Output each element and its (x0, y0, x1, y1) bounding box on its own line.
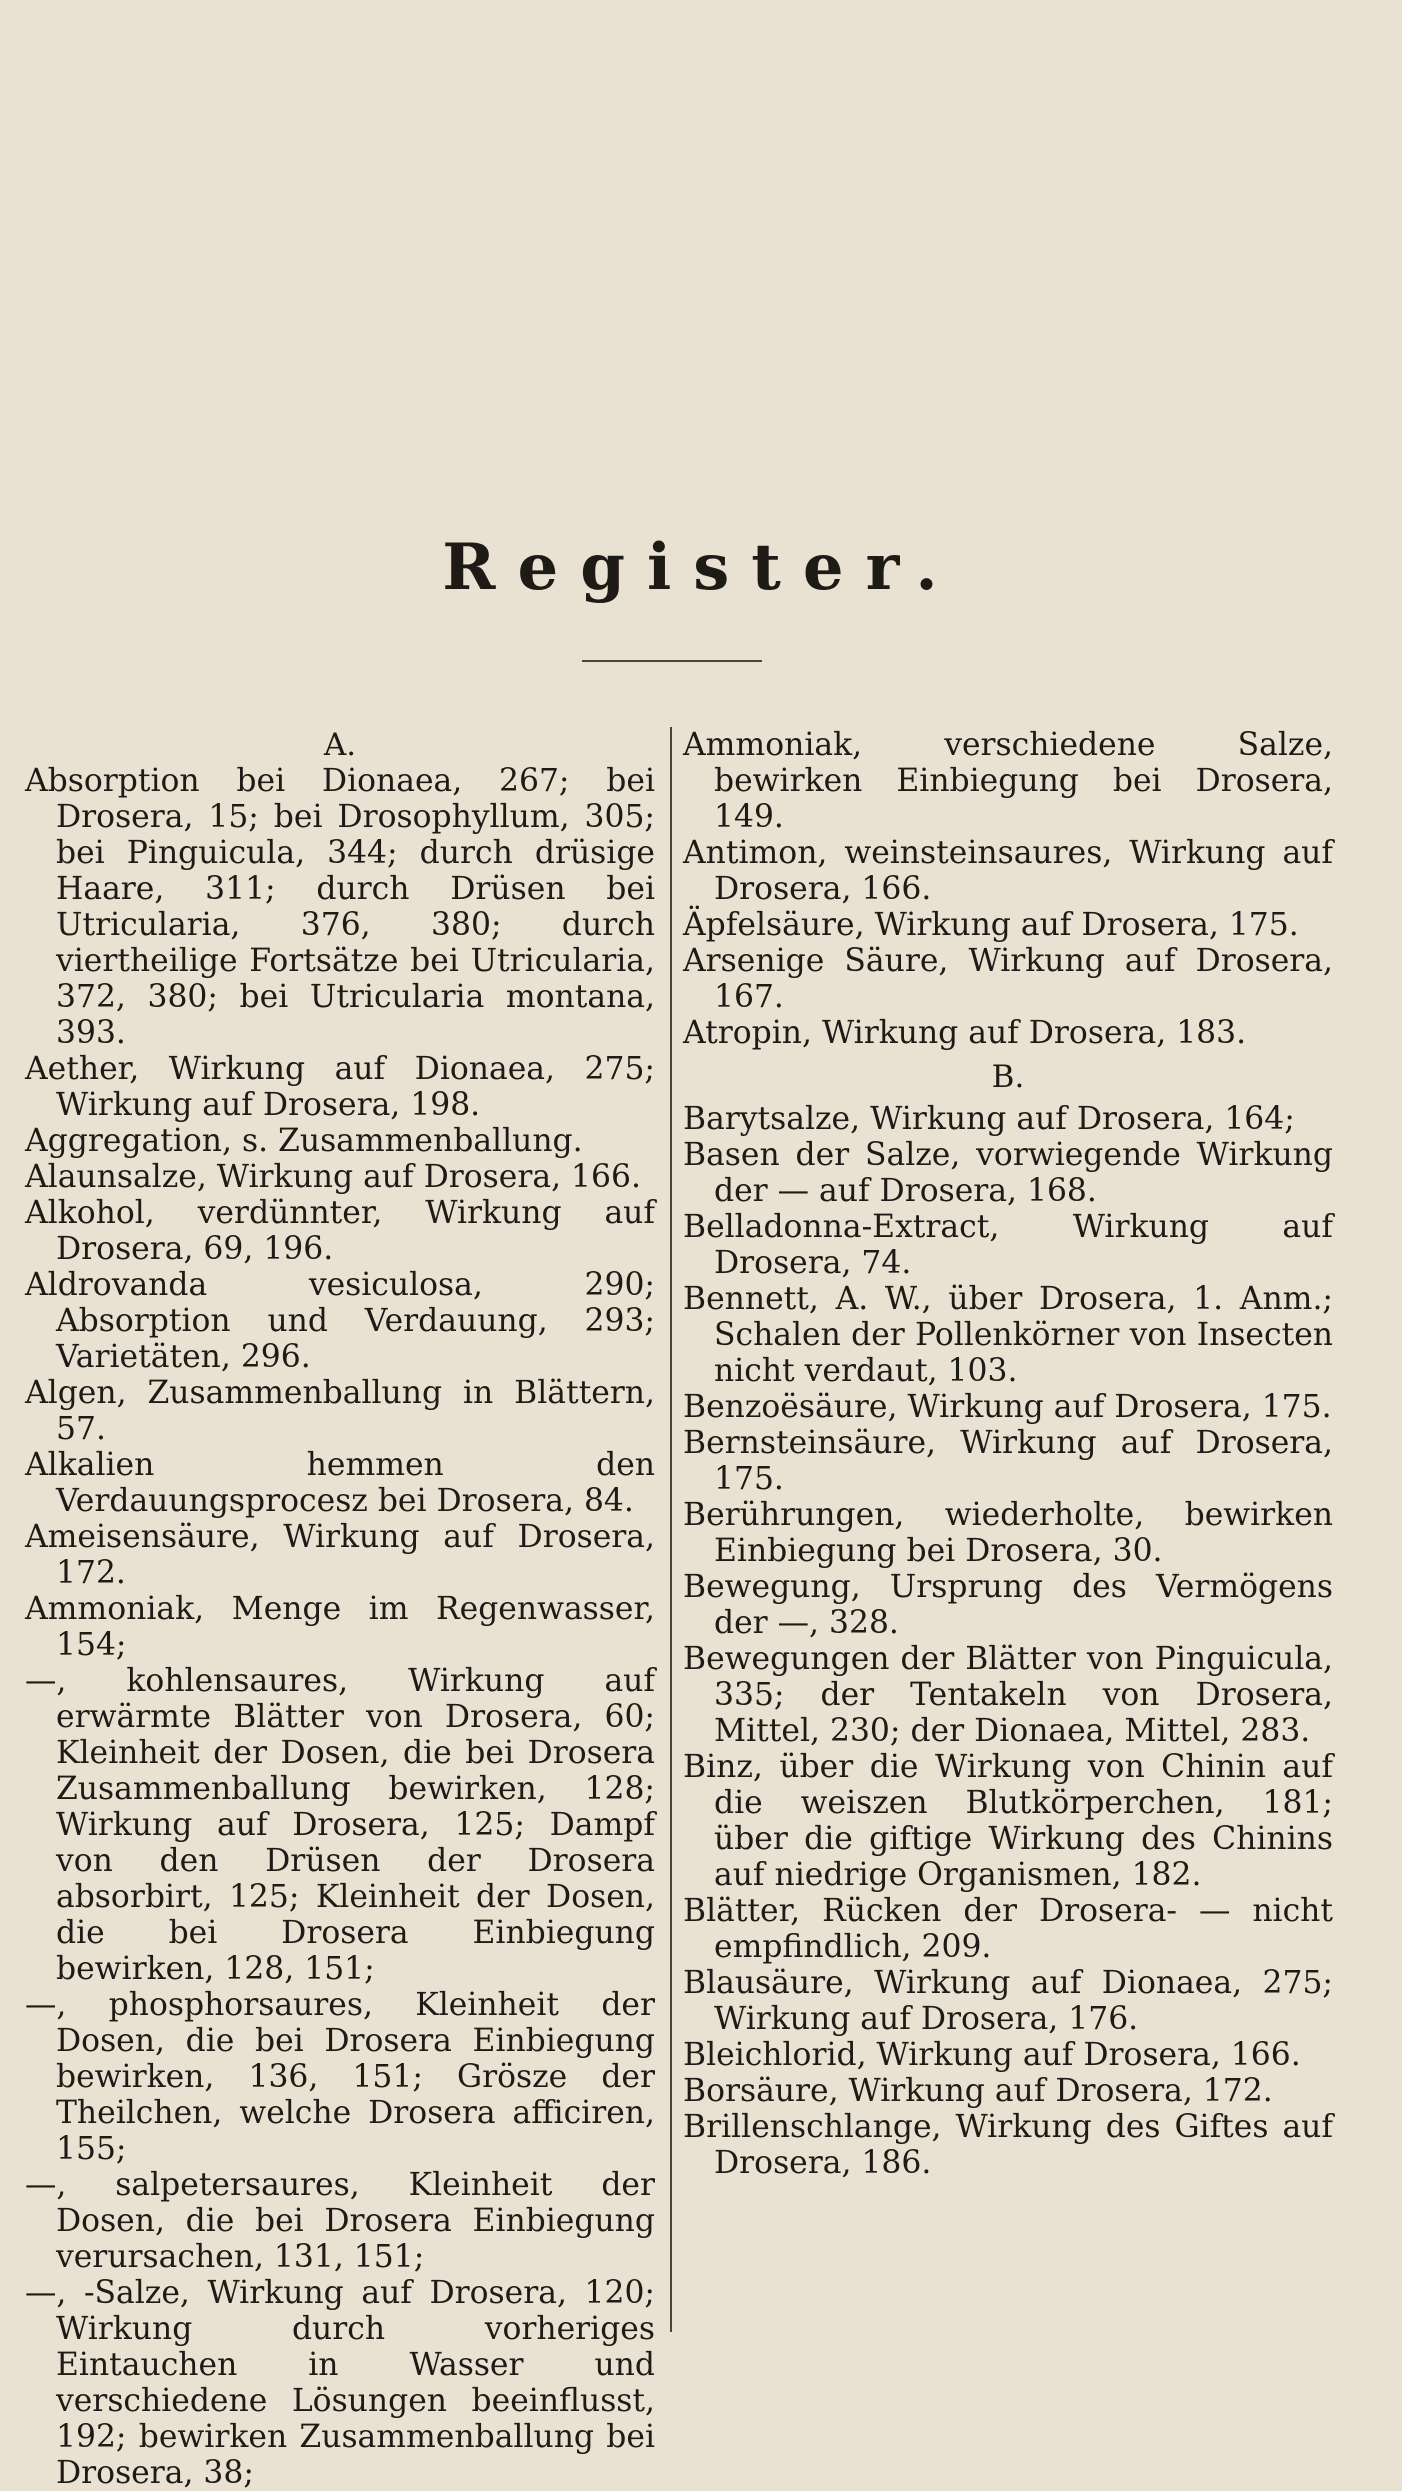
index-entry: Bernsteinsäure, Wirkung auf Drosera, 175. (683, 1425, 1333, 1497)
left-column (25, 727, 655, 2491)
index-entry: —, phosphorsaures, Kleinheit der Dosen, die bei Drosera Einbiegung bewirken, 136, 151; Grösze der Theilchen, welche Drosera afficiren, 155; (25, 1987, 655, 2167)
index-entry: Aether, Wirkung auf Dionaea, 275; Wirkung auf Drosera, 198. (25, 1051, 655, 1123)
index-entry: Ameisensäure, Wirkung auf Drosera, 172. (25, 1519, 655, 1591)
index-entry: Aggregation, s. Zusammenballung. (25, 1123, 583, 1159)
column-divider (670, 727, 672, 2332)
index-entry: Bleichlorid, Wirkung auf Drosera, 166. (683, 2037, 1301, 2073)
index-entry: Blausäure, Wirkung auf Dionaea, 275; Wirkung auf Drosera, 176. (683, 1965, 1333, 2037)
index-entry: Benzoësäure, Wirkung auf Drosera, 175. (683, 1389, 1332, 1425)
right-column (683, 727, 1333, 2181)
index-entry: Alaunsalze, Wirkung auf Drosera, 166. (25, 1159, 641, 1195)
index-entry: —, salpetersaures, Kleinheit der Dosen, die bei Drosera Einbiegung verursachen, 131, 151; (25, 2167, 655, 2275)
index-entry: Basen der Salze, vorwiegende Wirkung der — auf Drosera, 168. (683, 1137, 1333, 1209)
index-entry: Ammoniak, verschiedene Salze, bewirken Einbiegung bei Drosera, 149. (683, 727, 1333, 835)
index-entry: Binz, über die Wirkung von Chinin auf die weiszen Blutkörperchen, 181; über die giftige Wirkung des Chinins auf niedrige Organismen, 182. (683, 1749, 1333, 1893)
index-entry: Alkohol, verdünnter, Wirkung auf Drosera, 69, 196. (25, 1195, 655, 1267)
section-letter-b: B. (991, 1059, 1025, 1095)
index-entry: Brillenschlange, Wirkung des Giftes auf Drosera, 186. (683, 2109, 1333, 2181)
index-entry: Absorption bei Dionaea, 267; bei Drosera, 15; bei Drosophyllum, 305; bei Pinguicula, 344; durch drüsige Haare, 311; durch Drüsen bei Utricularia, 376, 380; durch viertheilige Fortsätze bei Utricularia, 372, 380; bei Utricularia montana, 393. (25, 763, 655, 1051)
index-entry: Bewegungen der Blätter von Pinguicula, 335; der Tentakeln von Drosera, Mittel, 230; der Dionaea, Mittel, 283. (683, 1641, 1333, 1749)
index-entry: Berührungen, wiederholte, bewirken Einbiegung bei Drosera, 30. (683, 1497, 1333, 1569)
section-letter-a: A. (323, 727, 357, 763)
index-entry: Blätter, Rücken der Drosera- — nicht empfindlich, 209. (683, 1893, 1333, 1965)
index-entry: Alkalien hemmen den Verdauungsprocesz bei Drosera, 84. (25, 1447, 655, 1519)
index-entry: Ammoniak, Menge im Regenwasser, 154; (25, 1591, 655, 1663)
index-entry: —, kohlensaures, Wirkung auf erwärmte Blätter von Drosera, 60; Kleinheit der Dosen, die bei Drosera Zusammenballung bewirken, 128; Wirkung auf Drosera, 125; Dampf von den Drüsen der Drosera absorbirt, 125; Kleinheit der Dosen, die bei Drosera Einbiegung bewirken, 128, 151; (25, 1663, 655, 1987)
index-entry: Bennett, A. W., über Drosera, 1. Anm.; Schalen der Pollenkörner von Insecten nicht verdaut, 103. (683, 1281, 1333, 1389)
index-entry: Bewegung, Ursprung des Vermögens der —, 328. (683, 1569, 1333, 1641)
index-entry: Barytsalze, Wirkung auf Drosera, 164; (683, 1101, 1295, 1137)
index-entry: Äpfelsäure, Wirkung auf Drosera, 175. (683, 907, 1299, 943)
title-rule (582, 660, 762, 662)
index-entry: Belladonna-Extract, Wirkung auf Drosera, 74. (683, 1209, 1333, 1281)
index-list-b (683, 1101, 1333, 2181)
index-entry: —, -Salze, Wirkung auf Drosera, 120; Wirkung durch vorheriges Eintauchen in Wasser und verschiedene Lösungen beeinflusst, 192; bewirken Zusammenballung bei Drosera, 38; (25, 2275, 655, 2491)
page-title: Register. (442, 530, 960, 605)
index-entry: Algen, Zusammenballung in Blättern, 57. (25, 1375, 655, 1447)
index-entry: Antimon, weinsteinsaures, Wirkung auf Drosera, 166. (683, 835, 1333, 907)
index-list-a-left (25, 763, 655, 2491)
index-entry: Borsäure, Wirkung auf Drosera, 172. (683, 2073, 1273, 2109)
index-entry: Arsenige Säure, Wirkung auf Drosera, 167. (683, 943, 1333, 1015)
index-entry: Atropin, Wirkung auf Drosera, 183. (683, 1015, 1247, 1051)
index-list-a-right (683, 727, 1333, 1051)
index-entry: Aldrovanda vesiculosa, 290; Absorption und Verdauung, 293; Varietäten, 296. (25, 1267, 655, 1375)
